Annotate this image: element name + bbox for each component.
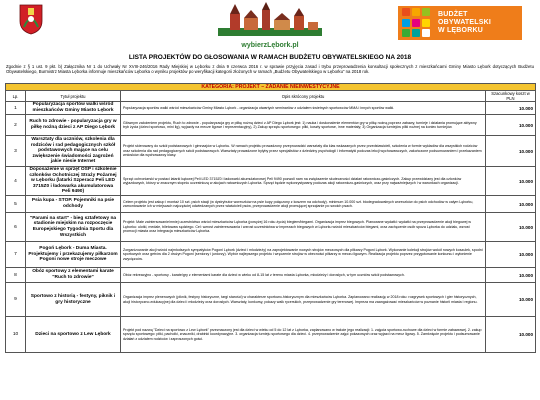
header-cost: Szacunkowy koszt w PLN <box>486 91 536 102</box>
row-lp: 9 <box>6 283 26 317</box>
logo-square <box>412 29 420 37</box>
row-cost: 10.000 <box>486 136 536 167</box>
row-lp: 3 <box>6 136 26 167</box>
row-lp: 1 <box>6 102 26 115</box>
table-row <box>6 115 536 136</box>
row-cost: 10.000 <box>486 317 536 353</box>
row-lp: 10 <box>6 317 26 353</box>
row-title: Ruch to zdrowie - popularyzacja gry w piłkę nożną dzieci z AP Diego Lębork <box>26 115 121 136</box>
budzet-obywatelski-logo <box>398 6 522 40</box>
row-title: Obóz sportowy z elementami karate "Ruch to zdrowie" <box>26 268 121 283</box>
table-row <box>6 167 536 196</box>
logo-square <box>422 8 430 16</box>
colored-squares-icon <box>402 8 432 38</box>
row-title: Pogoń Lębork - Duma Miasta. Projektujemy i przekazujemy piłkarzom Pogoni nowe stroje meczowe <box>26 242 121 268</box>
table-row <box>6 213 536 242</box>
row-description: Celem projektu jest zakup i montaż 10 szt. psich stacji (w dystrybutor woreczków na psie kupy połączony z koszem na odchody). minimum 10.000 szt. biodegradowalnych woreczków do psich odchodów w całym Lęborku, zamontowanie ich w miejscach najczęściej odwiedzanych przez właścicieli psów, przeprowadzenie akcji promującej sprzątanie po swoich psach. <box>121 196 486 213</box>
row-cost: 10.000 <box>486 102 536 115</box>
logo-square <box>422 29 430 37</box>
table-header-row <box>6 91 536 102</box>
table-row <box>6 283 536 317</box>
wybierz-lebork-logo <box>218 2 322 48</box>
table-row <box>6 317 536 353</box>
category-row <box>6 84 536 91</box>
table-row <box>6 136 536 167</box>
row-lp: 7 <box>6 242 26 268</box>
row-title: Warsztaty dla uczniów, szkolenia dla rodziców i rad pedagogicznych szkół podstawowych mające na celu zwiększenie świadomości zagrożeń jakie niesie Internet <box>26 136 121 167</box>
row-cost: 10.000 <box>486 196 536 213</box>
table-row <box>6 242 536 268</box>
logo-square <box>412 8 420 16</box>
row-description: Projekt: Małe zaintersowanie/mniej uczestnictwo wśród mieszkańców Lęborka (powyżej 16 roku życia) biegiem/biegami. Organizacja imprez biegowych. Planowane wydatki: wydatki na przeprowadzenie akcji biegowej w Lęborku: ulotki, medale, biletowaw sędziego. Cel: wzrost zainteresowania i wzrost uczestnictwa w imprezach biegowych w Lęborku wśród mieszkańców biegami, oraz zachęcenie osób spoza Lęborka do udziału, wzrost promocji miasta oraz integracja mieszkańców Lęborka. <box>121 213 486 242</box>
document-title: LISTA PROJEKTÓW DO GŁOSOWANIA W RAMACH BUDŻETU OBYWATELSKIEGO NA 2018 <box>128 54 412 61</box>
row-lp: 4 <box>6 167 26 196</box>
row-description: Zorganizowanie akcji wśród najmłodszych sympatyków Pogoni Lębork (dzieci i młodzieży) na zaprojektowanie nowych strojów meczowych dla piłkarzy Pogoni Lębork. Wykonanie kolekcji strojów wokół nowych koszulek, spodni sportowych oraz getrów dla 2 drużyn Pogoni (seniorzy i juniorzy). Wybór najlepszego projektu i wręczenie strojów w obecności piłkarzy w meczu ligowym. Realizacja projektu poprzez przygotowanie konkursu i wyłonienie zwycięzców. <box>121 242 486 268</box>
table-row <box>6 102 536 115</box>
row-description: Obóz rekreacyjno - sportowy - karate/gry z elementami karate dla dzieci w wieku od 8-15 lat z terenu miasta Lęborka, młodzieży i dorosłych, w tym uczniów szkół podstawowych. <box>121 268 486 283</box>
budzet-obywatelski-logo-text: BUDŻET OBYWATELSKI W LĘBORKU <box>438 11 492 34</box>
row-title: Doposażenie w sprzęt OSP i szkolenie członków Ochotniczej Straży Pożarnej w Lęborku (latarki Szperacz Peli LED 3715Z0 i ładowarka akumulatorowa Peli 9490) <box>26 167 121 196</box>
row-lp: 8 <box>6 268 26 283</box>
logo-square <box>402 29 410 37</box>
row-description: Głównym założeniem projektu, Ruch to zdrowie - popularyzacja gry w piłkę nożną dzieci z AP Diego Lębork jest: 1) nauka i doskonalenie elementów gry w piłkę nożną poprzez zabawy, turnieje i działania promujące aktywny tryb życia (dzieci sportowo, mini lig), wyjazdy na mecze ligowe i reprezentacyjny), 2) Zakup sprzętu sportowego: piłki, koszty sportowe, inne materiały; 3) Organizacja turniejów piłki nożnej na koniec turniejów. <box>121 115 486 136</box>
row-description: Popularyzacja sportów walki wśród mieszkańców Gminy Miasto Lębork - organizacja otwartych seminariów z udziałem świetnych sportowców MMA i innych sportów walki. <box>121 102 486 115</box>
row-title: Psia kupa - STOP. Pojemniki na psie odchody <box>26 196 121 213</box>
row-title: Popularyzacja sportów walki wśród mieszkańców Gminy Miasto Lębork <box>26 102 121 115</box>
table-row <box>6 196 536 213</box>
table-row <box>6 268 536 283</box>
logo-square <box>412 19 420 27</box>
header-lp: Lp. <box>6 91 26 102</box>
row-title: Sportowo z historią - festyny, piknik i gry historyczne <box>26 283 121 317</box>
header-name: Tytuł projektu <box>26 91 121 102</box>
document-intro: Zgodnie z § 1 ust. 9 pkt. b) Załącznika Nr 1 do Uchwały Nr XVIII-246/2016 Rady Miejskiej w Lęborku z dnia 9 czerwca 2016 r. w sprawie przyjęcia zasad i trybu przeprowadzenia konsultacji społecznych z mieszkańcami Gminy Miasto Lębork dotyczących Budżetu Obywatelskiego, Burmistrz Miasta Lęborka informuje mieszkańców Lęborka o wyniku projektów po weryfikacji kategorii złożonych w ramach „Budżetu Obywatelskiego w Lęborku” na 2018 rok. <box>6 64 534 75</box>
document-header <box>0 0 540 52</box>
row-cost: 10.000 <box>486 283 536 317</box>
row-cost: 10.000 <box>486 213 536 242</box>
center-logo-text: wybierzLębork.pl <box>241 42 299 49</box>
town-skyline-icon <box>218 2 322 36</box>
logo-square <box>402 8 410 16</box>
row-cost: 10.000 <box>486 167 536 196</box>
logo-square <box>422 19 430 27</box>
category-label: KATEGORIA: PROJEKT – ZADANIE NIEINWESTYCYJNE <box>6 84 536 91</box>
row-description: Projekt pod nazwą "Dzieci na sportowo z Lew Lębork" przeznaczony jest dla dzieci w wieku od 5 do 12 lat z Lęborka, zaplanowano w trakcie jego realizacji: 1. zajęcia sportowo-ruchowe dla dzieci w formie zabawowej. 2. zakup sprzętu sportowego: piłki, pachołki, znaczniki, drabinki koordynacyjne. 3. organizacja turnieju sportowego dla dzieci. 4. przeprowadzenie zajęć pokazowych oraz wyjazd na mecz ligowy. 5. Zamknięcie projektu i podsumowanie działań z udziałem rodziców i zaproszonych gości. <box>121 317 486 353</box>
row-cost: 10.000 <box>486 115 536 136</box>
row-lp: 6 <box>6 213 26 242</box>
row-cost: 10.000 <box>486 268 536 283</box>
row-description: Organizacja imprez plenerowych (piknik, festyny historyczne, targi starości) w charakterze sportowo-historycznym dla mieszkańców Lęborka. Zaplanowano realizację w 2018 roku: rozgrywek sportowych i gier historycznych, akcji historyczno-edukacyjnej dla dzieci i młodzieży oraz dorosłych. Warsztaty, konkursy, pokazy walk rycerskich, przeprowadzenie gry terenowej. Impreza ma zaangażować mieszkańców w poznanie historii miasta i regionu. <box>121 283 486 317</box>
row-title: "Parami na start" - bieg sztafetowy na stadionie miejskim na rozpoczęcie Europejskiego Tygodnia Sportu dla Wszystkich <box>26 213 121 242</box>
row-description: Sprzęt ochroniarski w postaci latarki kątowej Peli LED 3715Z0 i ładowarki akumulatorowej Peli 9490 pozwoli nam na zwiększenie skuteczności działań ratowniczo-gaśniczych. Zakup przewidziany jest dla członków wyjazdowych, którzy w znacznym stopniu uczestniczą w akcjach ratowniczych Lęborka. Sprzęt będzie wykorzystywany podczas akcji ratowniczo-gaśniczych, oraz przy najważniejszych i w warunkach organizacji. <box>121 167 486 196</box>
projects-table <box>5 83 536 353</box>
header-desc: Opis skrócony projektu <box>121 91 486 102</box>
lebork-coat-of-arms-icon <box>18 3 44 35</box>
logo-square <box>402 19 410 27</box>
row-lp: 2 <box>6 115 26 136</box>
row-cost: 10.000 <box>486 242 536 268</box>
row-description: Projekt skierowany do szkół podstawowych i gimnazjów w Lęborku. W ramach projektu prowadzony przeprowadzić warsztaty dla klas wskazanych przez przedstawicieli, szkolenia w formie wykładów dla wszystkich rodziców oraz szkolenia dla rad pedagogicznych szkół podstawowych. Warsztaty prowadzone byłyby przez specjalistów z dziedziny psychologii i informatyki podczas lekcji wychowawczych, zakończone podsumowaniem i przekazaniem wniosków dla wychowawcy klasy. <box>121 136 486 167</box>
row-title: Dzieci na sportowo z Lew Lębork <box>26 317 121 353</box>
row-lp: 5 <box>6 196 26 213</box>
